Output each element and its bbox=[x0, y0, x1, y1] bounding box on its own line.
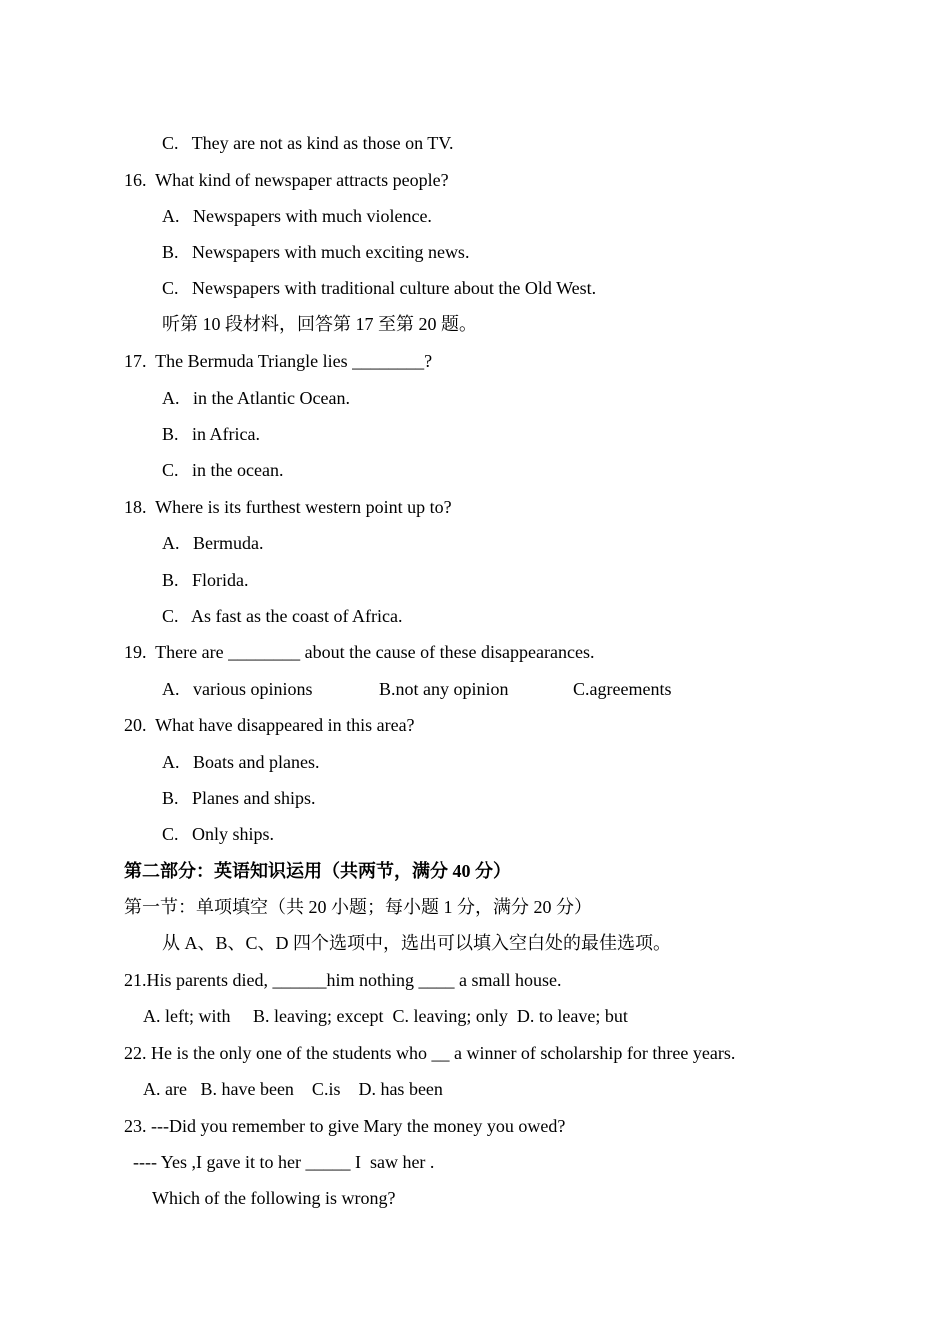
q17-question: 17. The Bermuda Triangle lies ________? bbox=[124, 351, 433, 371]
section-one-heading: 第一节：单项填空（共 20 小题；每小题 1 分，满分 20 分） bbox=[124, 897, 592, 917]
q22-question: 22. He is the only one of the students who __ a winner of scholarship for three years. bbox=[124, 1043, 736, 1063]
q20-option-c: C. Only ships. bbox=[162, 824, 275, 844]
q19-option-b: B.not any opinion bbox=[379, 679, 509, 699]
q19-option-c: C.agreements bbox=[573, 679, 672, 699]
q19-question: 19. There are ________ about the cause of these disappearances. bbox=[124, 642, 595, 662]
section-instruction-10: 听第 10 段材料，回答第 17 至第 20 题。 bbox=[162, 314, 477, 334]
q16-option-b: B. Newspapers with much exciting news. bbox=[162, 242, 470, 262]
q18-question: 18. Where is its furthest western point up to? bbox=[124, 497, 452, 517]
q18-option-c: C. As fast as the coast of Africa. bbox=[162, 606, 403, 626]
q23-prompt: Which of the following is wrong? bbox=[152, 1188, 396, 1208]
section-one-instruction: 从 A、B、C、D 四个选项中，选出可以填入空白处的最佳选项。 bbox=[162, 933, 672, 953]
q21-question: 21.His parents died, ______him nothing ____ a small house. bbox=[124, 970, 562, 990]
q23-reply: ---- Yes ,I gave it to her _____ I saw her . bbox=[133, 1152, 435, 1172]
q16-question: 16. What kind of newspaper attracts people? bbox=[124, 170, 449, 190]
q16-option-a: A. Newspapers with much violence. bbox=[162, 206, 432, 226]
part-two-heading: 第二部分：英语知识运用（共两节，满分 40 分） bbox=[124, 861, 511, 881]
q17-option-c: C. in the ocean. bbox=[162, 460, 284, 480]
q20-option-a: A. Boats and planes. bbox=[162, 752, 320, 772]
q18-option-b: B. Florida. bbox=[162, 570, 249, 590]
q23-question: 23. ---Did you remember to give Mary the money you owed? bbox=[124, 1116, 566, 1136]
q20-option-b: B. Planes and ships. bbox=[162, 788, 316, 808]
q16-option-c: C. Newspapers with traditional culture about the Old West. bbox=[162, 278, 597, 298]
q22-options: A. are B. have been C.is D. has been bbox=[143, 1079, 443, 1099]
q17-option-a: A. in the Atlantic Ocean. bbox=[162, 388, 350, 408]
q21-options: A. left; with B. leaving; except C. leaving; only D. to leave; but bbox=[143, 1006, 628, 1026]
q15-option-c: C. They are not as kind as those on TV. bbox=[162, 133, 454, 153]
q20-question: 20. What have disappeared in this area? bbox=[124, 715, 415, 735]
q19-option-a: A. various opinions bbox=[162, 679, 313, 699]
q17-option-b: B. in Africa. bbox=[162, 424, 260, 444]
q18-option-a: A. Bermuda. bbox=[162, 533, 264, 553]
